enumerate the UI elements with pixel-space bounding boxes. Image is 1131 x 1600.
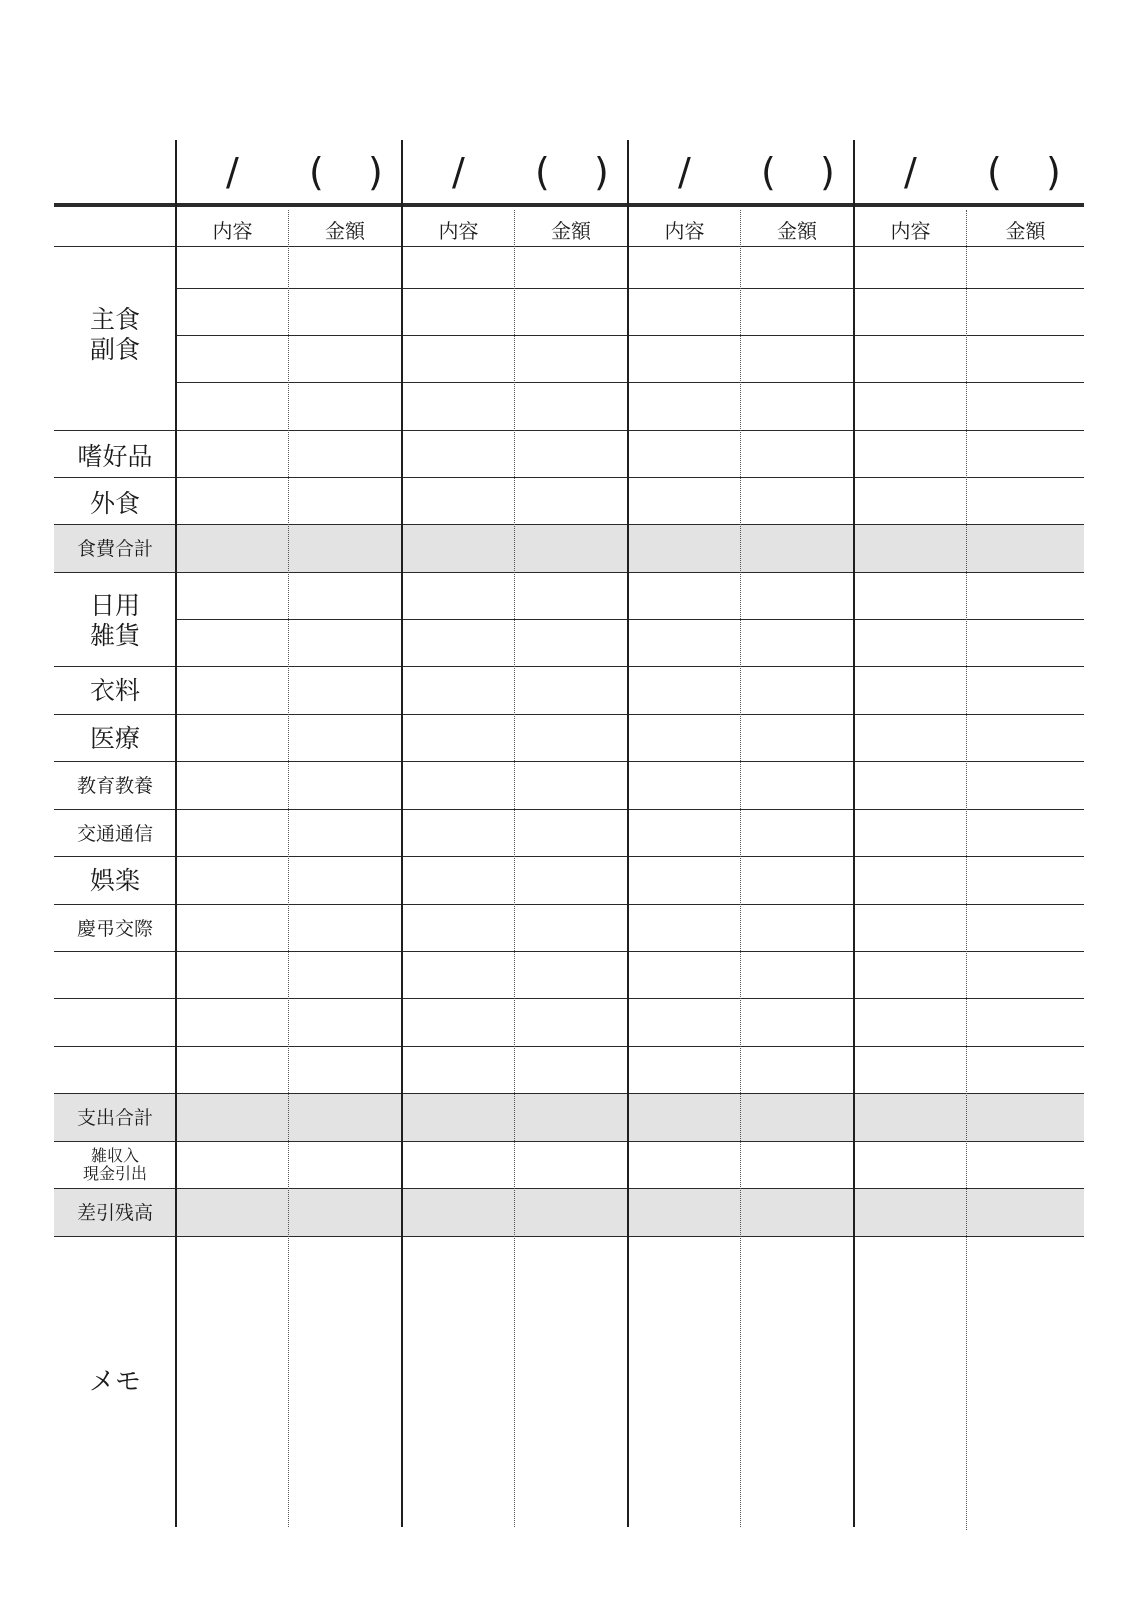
row-line: [54, 1141, 1084, 1142]
weekday-open-paren: (: [535, 150, 550, 194]
category-memo: メモ: [88, 1367, 141, 1398]
weekday-close-paren: ): [1046, 150, 1061, 194]
amount-column-header: 金額: [551, 218, 591, 243]
category-balance: 差引残高: [76, 1201, 153, 1224]
row-line: [54, 714, 1084, 715]
weekday-close-paren: ): [368, 150, 383, 194]
date-slash: /: [226, 150, 239, 194]
row-line: [54, 430, 1084, 431]
row-line: [54, 809, 1084, 810]
row-line: [54, 1046, 1084, 1047]
row-line: [54, 761, 1084, 762]
date-slash: /: [452, 150, 465, 194]
category-entertainment: 娯楽: [89, 866, 140, 895]
content-amount-divider: [514, 210, 515, 1527]
row-line: [54, 856, 1084, 857]
amount-column-header: 金額: [777, 218, 817, 243]
row-line: [176, 619, 1084, 620]
category-dining-out: 外食: [89, 489, 140, 518]
row-line: [176, 335, 1084, 336]
row-line: [54, 951, 1084, 952]
day-column-border: [401, 140, 403, 1527]
category-luxury: 嗜好品: [77, 442, 153, 471]
category-clothing: 衣料: [89, 676, 140, 705]
row-line: [54, 1093, 1084, 1094]
row-line: [54, 572, 1084, 573]
food-total-band: [54, 525, 1084, 573]
row-line: [54, 1188, 1084, 1189]
header-divider: [54, 203, 1084, 207]
expense-total-band: [54, 1094, 1084, 1142]
row-line: [54, 998, 1084, 999]
category-extra: [54, 1048, 176, 1094]
amount-column-header: 金額: [325, 218, 365, 243]
category-transport: 交通通信: [76, 822, 153, 845]
content-column-header: 内容: [438, 218, 479, 243]
weekday-open-paren: (: [987, 150, 1002, 194]
category-daily-goods: 日用 雑貨: [89, 591, 140, 650]
category-staple: 主食 副食: [89, 305, 140, 364]
date-slash: /: [904, 150, 917, 194]
date-slash: /: [678, 150, 691, 194]
category-income: 雑収入 現金引出: [82, 1145, 147, 1183]
day-column-border: [853, 140, 855, 1527]
category-extra: [54, 1000, 176, 1046]
category-expense-total: 支出合計: [76, 1106, 153, 1129]
amount-column-header: 金額: [1005, 218, 1046, 243]
row-line: [54, 666, 1084, 667]
content-column-header: 内容: [664, 218, 705, 243]
content-amount-divider: [288, 210, 289, 1527]
row-line: [176, 382, 1084, 383]
row-line: [176, 288, 1084, 289]
weekday-open-paren: (: [761, 150, 776, 194]
balance-band: [54, 1189, 1084, 1237]
row-line: [54, 1236, 1084, 1237]
content-column-header: 内容: [212, 218, 253, 243]
category-food-total: 食費合計: [76, 537, 153, 560]
row-line: [54, 477, 1084, 478]
weekday-open-paren: (: [309, 150, 324, 194]
row-line: [54, 904, 1084, 905]
category-extra: [54, 953, 176, 999]
content-column-header: 内容: [890, 218, 931, 243]
category-medical: 医療: [89, 724, 140, 753]
content-amount-divider: [966, 210, 967, 1530]
day-column-border: [627, 140, 629, 1527]
weekday-close-paren: ): [594, 150, 609, 194]
category-education: 教育教養: [76, 774, 153, 797]
row-line: [54, 524, 1084, 525]
category-ceremonial: 慶弔交際: [76, 917, 153, 940]
weekday-close-paren: ): [820, 150, 835, 194]
content-amount-divider: [740, 210, 741, 1527]
